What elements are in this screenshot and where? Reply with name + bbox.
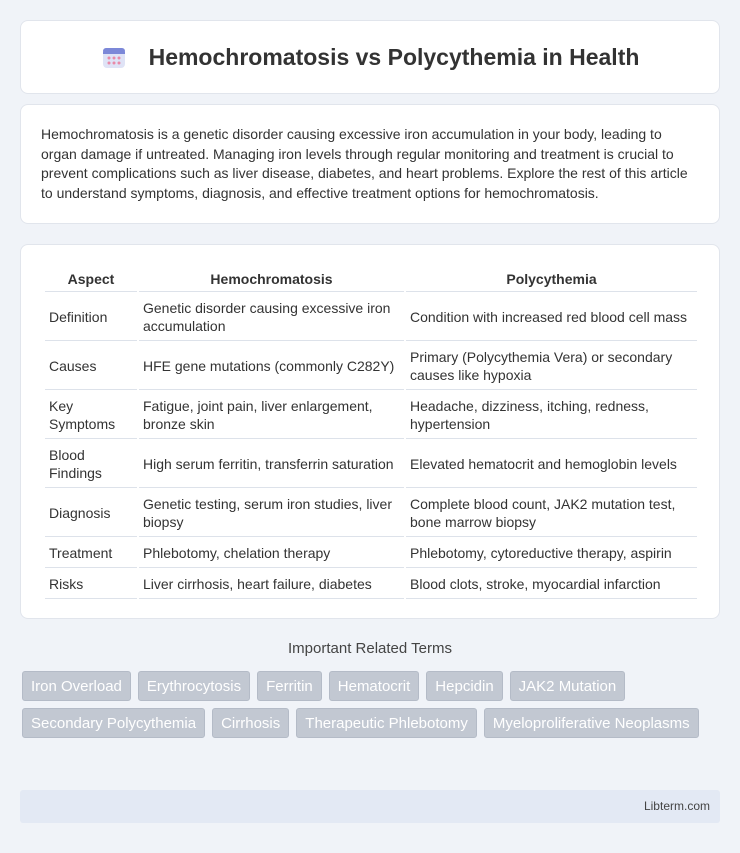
intro-section (20, 104, 720, 224)
header-hemochromatosis: Hemochromatosis (139, 267, 404, 292)
table-row (45, 441, 697, 488)
related-terms-list (22, 671, 712, 745)
tag-cirrhosis[interactable]: Cirrhosis (212, 708, 289, 738)
table-cell: Blood clots, stroke, myocardial infarction (406, 570, 697, 599)
footer-link[interactable]: Libterm.com (643, 799, 710, 813)
table-cell: Fatigue, joint pain, liver enlargement, bronze skin (139, 392, 404, 439)
tag-secondary-polycythemia[interactable]: Secondary Polycythemia (22, 708, 205, 738)
tag-therapeutic-phlebotomy[interactable]: Therapeutic Phlebotomy (296, 708, 477, 738)
related-terms-title: Important Related Terms (288, 640, 452, 657)
tag-myeloproliferative-neoplasms[interactable]: Myeloproliferative Neoplasms (484, 708, 699, 738)
page-title: Hemochromatosis vs Polycythemia in Health (148, 43, 640, 70)
footer (20, 790, 720, 823)
table-row (45, 570, 697, 599)
table-row (45, 294, 697, 341)
table-row (45, 343, 697, 390)
page-header (20, 20, 720, 94)
table-cell: Headache, dizziness, itching, redness, hypertension (406, 392, 697, 439)
table-cell: Genetic testing, serum iron studies, liver biopsy (139, 490, 404, 537)
table-cell: Causes (45, 343, 137, 390)
table-cell: Phlebotomy, chelation therapy (139, 539, 404, 568)
tag-hepcidin[interactable]: Hepcidin (426, 671, 502, 701)
table-row (45, 392, 697, 439)
table-cell: Liver cirrhosis, heart failure, diabetes (139, 570, 404, 599)
tag-ferritin[interactable]: Ferritin (257, 671, 322, 701)
table-cell: Treatment (45, 539, 137, 568)
table-cell: Condition with increased red blood cell mass (406, 294, 697, 341)
table-cell: Blood Findings (45, 441, 137, 488)
intro-text: Hemochromatosis is a genetic disorder causing excessive iron accumulation in your body, leading to organ damage if untreated. Managing iron levels through regular monitoring and treatment is crucial to prevent complications such as liver disease, diabetes, and heart problems. Explore the rest of this article to understand symptoms, diagnosis, and effective treatment options for hemochromatosis. (41, 126, 688, 201)
tag-jak2-mutation[interactable]: JAK2 Mutation (510, 671, 626, 701)
table-cell: Definition (45, 294, 137, 341)
table-row (45, 490, 697, 537)
table-cell: Phlebotomy, cytoreductive therapy, aspirin (406, 539, 697, 568)
table-cell: Complete blood count, JAK2 mutation test, bone marrow biopsy (406, 490, 697, 537)
table-header-row (45, 267, 697, 292)
table-cell: Diagnosis (45, 490, 137, 537)
comparison-table (43, 265, 699, 601)
table-cell: Primary (Polycythemia Vera) or secondary causes like hypoxia (406, 343, 697, 390)
comparison-table-card (20, 244, 720, 619)
header-polycythemia: Polycythemia (406, 267, 697, 292)
table-cell: Elevated hematocrit and hemoglobin levels (406, 441, 697, 488)
tag-erythrocytosis[interactable]: Erythrocytosis (138, 671, 250, 701)
tag-iron-overload[interactable]: Iron Overload (22, 671, 131, 701)
tag-hematocrit[interactable]: Hematocrit (329, 671, 420, 701)
table-cell: Risks (45, 570, 137, 599)
calendar-icon (101, 44, 127, 70)
table-cell: High serum ferritin, transferrin saturation (139, 441, 404, 488)
header-aspect: Aspect (45, 267, 137, 292)
table-cell: HFE gene mutations (commonly C282Y) (139, 343, 404, 390)
table-cell: Genetic disorder causing excessive iron accumulation (139, 294, 404, 341)
table-row (45, 539, 697, 568)
table-cell: Key Symptoms (45, 392, 137, 439)
